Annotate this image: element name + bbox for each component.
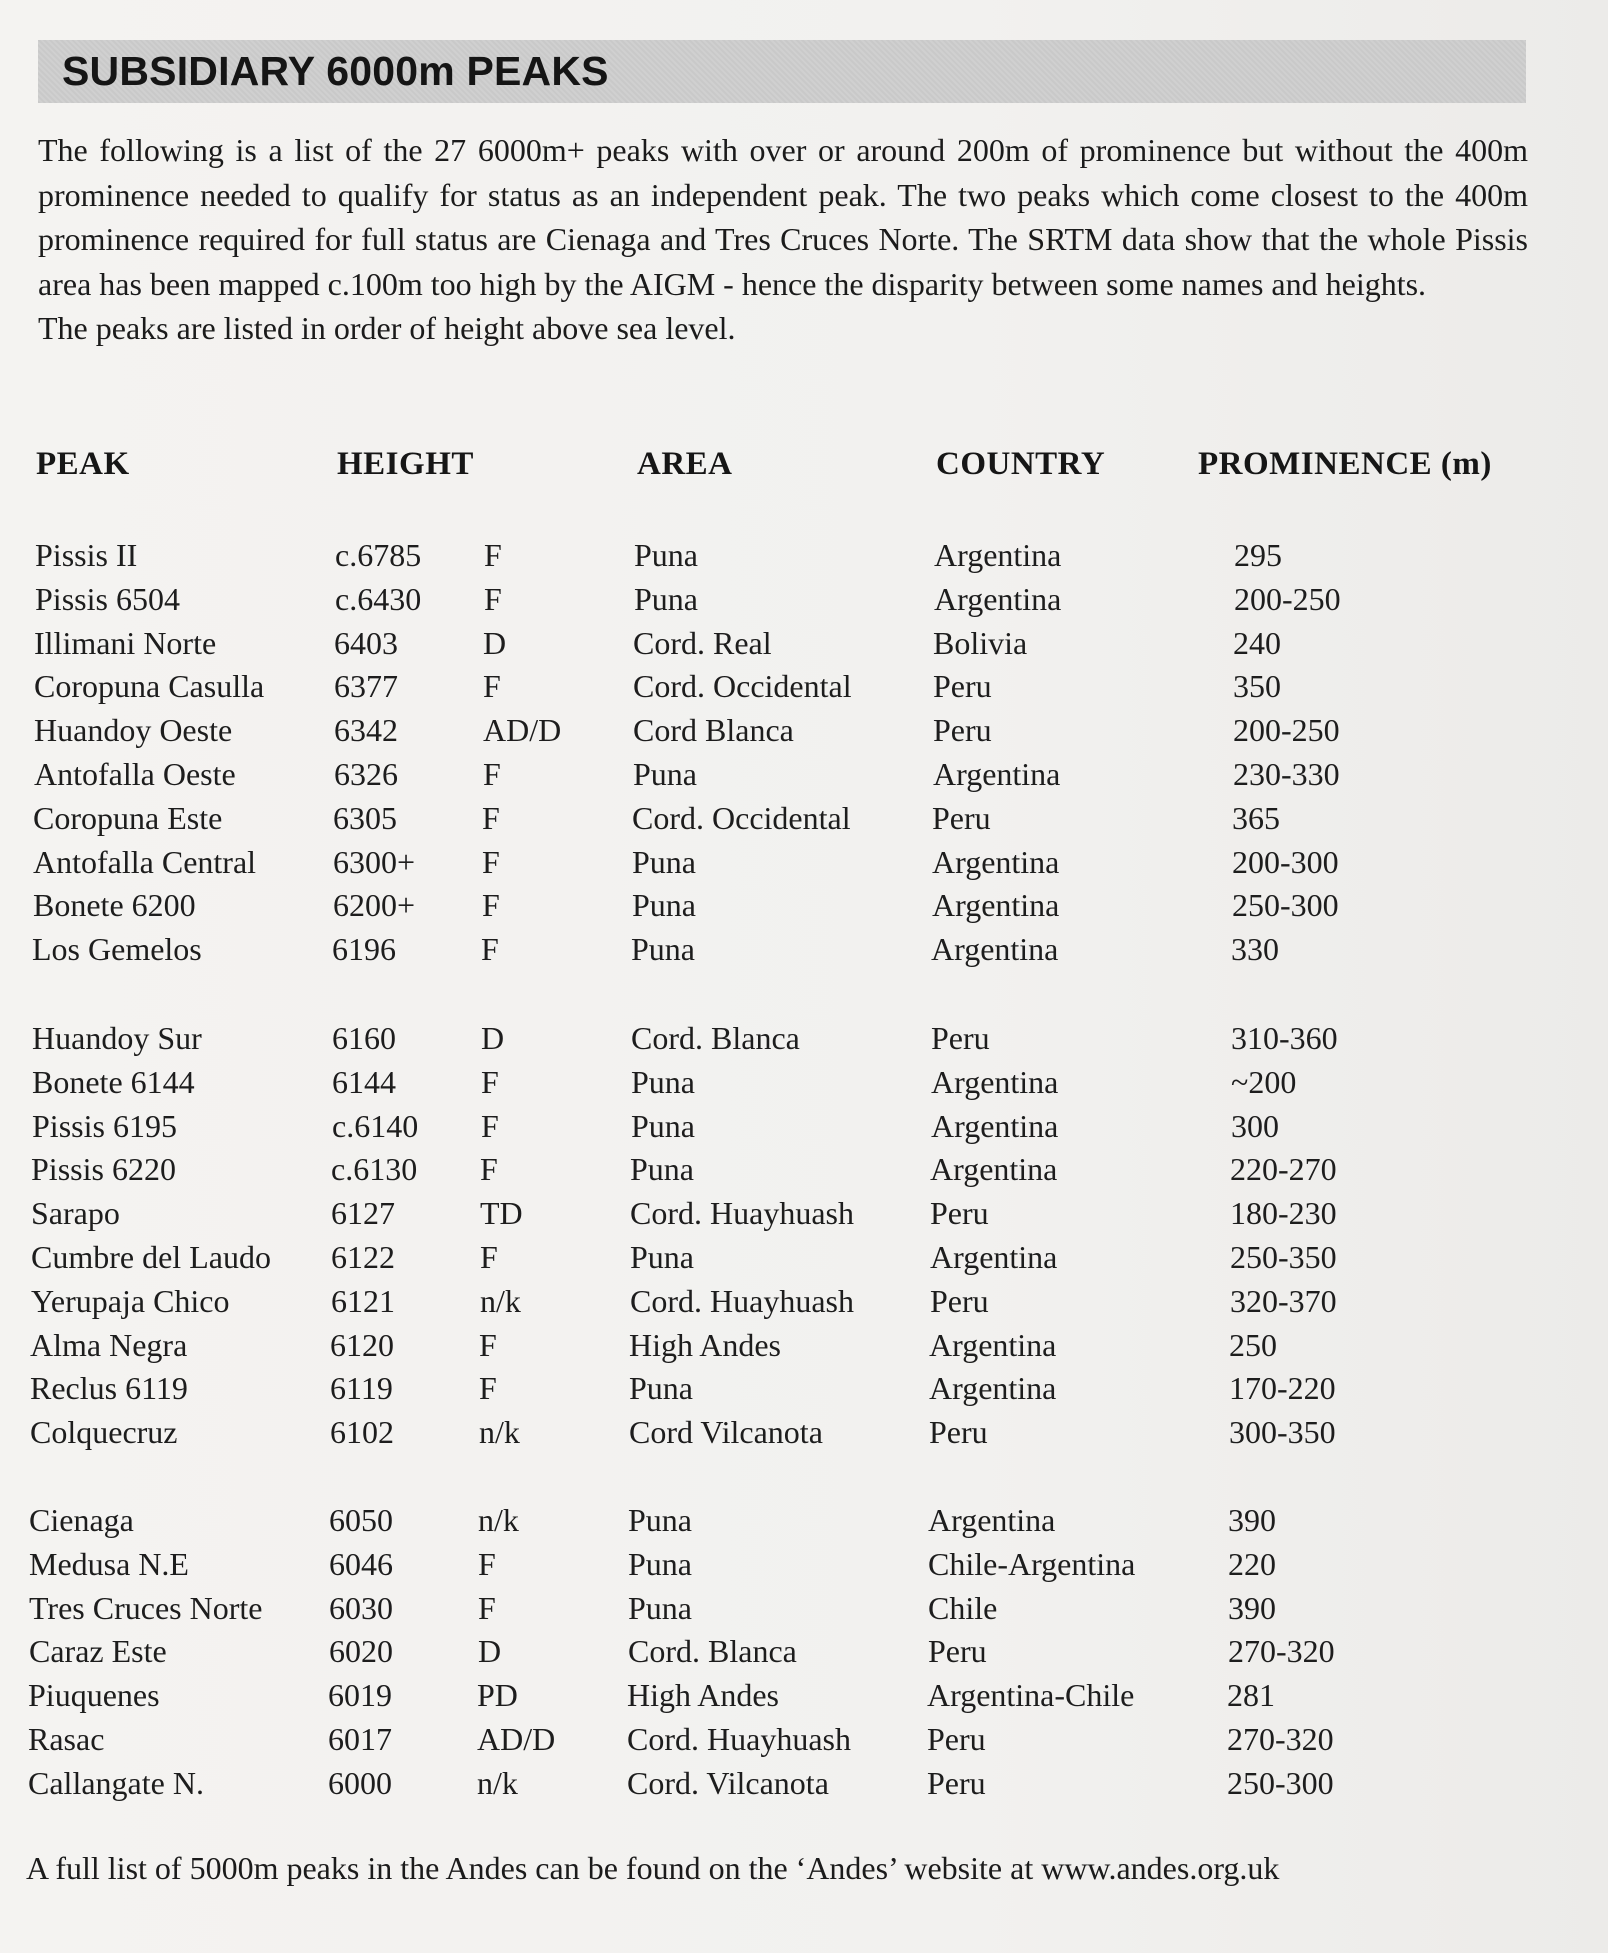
- cell-prominence: 300: [1231, 1107, 1279, 1144]
- cell-grade: F: [481, 1063, 499, 1100]
- cell-peak: Piuquenes: [28, 1677, 160, 1714]
- table-row: [0, 1629, 1608, 1673]
- cell-area: Puna: [632, 843, 696, 880]
- cell-grade: D: [481, 1020, 505, 1056]
- cell-height: c.6130: [331, 1151, 418, 1188]
- cell-grade: n/k: [478, 1502, 519, 1538]
- cell-height: 6300+: [333, 843, 416, 880]
- cell-grade: F: [482, 799, 500, 836]
- cell-country: Argentina: [931, 1107, 1059, 1144]
- cell-area: Puna: [634, 537, 698, 573]
- cell-prominence: 390: [1228, 1502, 1276, 1538]
- cell-height: 6196: [332, 931, 396, 968]
- cell-prominence: 270-320: [1228, 1633, 1335, 1670]
- cell-height: 6102: [330, 1414, 394, 1451]
- cell-height: 6120: [330, 1326, 394, 1363]
- cell-country: Argentina: [931, 1063, 1059, 1100]
- cell-grade: D: [483, 624, 507, 661]
- cell-grade: F: [481, 931, 499, 968]
- page-title: SUBSIDIARY 6000m PEAKS: [62, 48, 609, 94]
- table-row: [0, 752, 1608, 796]
- cell-area: Cord. Occidental: [632, 799, 851, 836]
- cell-prominence: 350: [1233, 668, 1281, 705]
- cell-country: Peru: [930, 1195, 989, 1232]
- cell-area: Puna: [630, 1151, 694, 1188]
- cell-grade: AD/D: [477, 1721, 556, 1757]
- cell-grade: n/k: [479, 1414, 520, 1451]
- cell-grade: TD: [480, 1195, 523, 1232]
- cell-country: Chile: [928, 1589, 998, 1626]
- cell-peak: Bonete 6200: [33, 887, 196, 924]
- table-row: [0, 1366, 1608, 1410]
- cell-prominence: 220-270: [1230, 1151, 1337, 1188]
- cell-area: Puna: [631, 1063, 695, 1100]
- table-row: [0, 708, 1608, 752]
- cell-country: Argentina-Chile: [927, 1677, 1135, 1714]
- cell-country: Peru: [930, 1282, 989, 1319]
- cell-peak: Coropuna Este: [33, 799, 223, 836]
- table-row: [0, 1761, 1608, 1805]
- cell-prominence: 320-370: [1230, 1282, 1337, 1319]
- table-row: [0, 1191, 1608, 1235]
- cell-country: Argentina: [932, 843, 1060, 880]
- cell-area: High Andes: [629, 1326, 781, 1363]
- cell-peak: Caraz Este: [29, 1633, 167, 1670]
- cell-prominence: 220: [1228, 1545, 1276, 1582]
- cell-area: High Andes: [627, 1677, 779, 1714]
- cell-country: Argentina: [929, 1326, 1057, 1363]
- table-row: [0, 883, 1608, 927]
- cell-country: Argentina: [930, 1239, 1058, 1275]
- cell-country: Chile-Argentina: [928, 1545, 1136, 1582]
- cell-area: Cord. Huayhuash: [630, 1195, 854, 1232]
- cell-peak: Tres Cruces Norte: [29, 1589, 263, 1626]
- cell-area: Puna: [631, 931, 695, 968]
- cell-grade: F: [482, 843, 500, 880]
- cell-grade: PD: [477, 1677, 518, 1714]
- cell-country: Peru: [931, 1020, 990, 1056]
- column-header-prominence: PROMINENCE (m): [1198, 446, 1492, 482]
- cell-country: Argentina: [928, 1502, 1056, 1538]
- table-row: [0, 1323, 1608, 1367]
- cell-height: 6046: [329, 1545, 393, 1582]
- cell-prominence: 330: [1231, 931, 1279, 968]
- cell-height: 6119: [330, 1370, 393, 1407]
- cell-area: Puna: [631, 1107, 695, 1144]
- cell-peak: Bonete 6144: [32, 1063, 195, 1100]
- cell-prominence: 230-330: [1233, 756, 1340, 792]
- cell-prominence: ~200: [1231, 1063, 1297, 1100]
- cell-area: Cord. Huayhuash: [627, 1721, 851, 1757]
- cell-prominence: 170-220: [1229, 1370, 1336, 1407]
- cell-grade: n/k: [480, 1282, 521, 1319]
- cell-country: Argentina: [932, 887, 1060, 924]
- cell-country: Peru: [928, 1633, 987, 1670]
- table-row: [0, 533, 1608, 577]
- cell-peak: Cienaga: [29, 1502, 134, 1538]
- cell-area: Puna: [628, 1545, 692, 1582]
- intro-note: The peaks are listed in order of height above sea level.: [38, 310, 736, 346]
- cell-prominence: 200-300: [1232, 843, 1339, 880]
- cell-grade: F: [483, 756, 501, 792]
- cell-grade: F: [484, 537, 502, 573]
- cell-height: 6122: [331, 1239, 395, 1275]
- cell-grade: F: [480, 1239, 498, 1275]
- cell-height: 6050: [329, 1502, 393, 1538]
- cell-area: Cord. Real: [633, 624, 772, 661]
- intro-text: [38, 128, 1528, 351]
- cell-height: 6127: [331, 1195, 395, 1232]
- cell-grade: F: [484, 580, 502, 617]
- table-row: [0, 1542, 1608, 1586]
- cell-country: Bolivia: [933, 624, 1028, 661]
- table-row: [0, 1235, 1608, 1279]
- cell-height: c.6140: [332, 1107, 419, 1144]
- cell-peak: Reclus 6119: [30, 1370, 188, 1407]
- cell-height: 6030: [329, 1589, 393, 1626]
- cell-peak: Rasac: [28, 1721, 105, 1757]
- cell-height: c.6785: [335, 537, 422, 573]
- cell-country: Argentina: [931, 931, 1059, 968]
- cell-prominence: 295: [1234, 537, 1282, 573]
- cell-country: Argentina: [930, 1151, 1058, 1188]
- cell-country: Peru: [933, 712, 992, 749]
- cell-country: Peru: [932, 799, 991, 836]
- table-row: [0, 796, 1608, 840]
- cell-area: Puna: [633, 756, 697, 792]
- cell-height: c.6430: [335, 580, 422, 617]
- cell-grade: F: [482, 887, 500, 924]
- cell-height: 6019: [328, 1677, 392, 1714]
- cell-area: Puna: [630, 1239, 694, 1275]
- cell-grade: AD/D: [483, 712, 562, 749]
- cell-area: Puna: [634, 580, 698, 617]
- table-row: [0, 1147, 1608, 1191]
- table-row: [0, 577, 1608, 621]
- cell-grade: D: [478, 1633, 502, 1670]
- cell-peak: Huandoy Oeste: [34, 712, 233, 749]
- cell-peak: Los Gemelos: [32, 931, 202, 968]
- table-row: [0, 1410, 1608, 1454]
- cell-peak: Pissis 6504: [35, 580, 180, 617]
- cell-peak: Colquecruz: [30, 1414, 178, 1451]
- cell-peak: Antofalla Central: [33, 843, 257, 880]
- cell-area: Cord. Huayhuash: [630, 1282, 854, 1319]
- cell-area: Puna: [628, 1589, 692, 1626]
- cell-height: 6144: [332, 1063, 396, 1100]
- cell-height: 6160: [332, 1020, 396, 1056]
- intro-paragraph: The following is a list of the 27 6000m+ peaks with over or around 200m of prominence but without the 400m prominence needed to qualify for status as an independent peak. The two peaks which come closest to the 400m prominence required for full status are Cienaga and Tres Cruces Norte. The SRTM data show that the whole Pissis area has been mapped c.100m too high by the AIGM - hence the disparity between some names and heights.: [38, 132, 1528, 302]
- cell-peak: Antofalla Oeste: [34, 756, 236, 792]
- cell-height: 6403: [334, 624, 398, 661]
- cell-grade: F: [478, 1589, 496, 1626]
- cell-peak: Medusa N.E: [29, 1545, 189, 1582]
- cell-grade: F: [483, 668, 501, 705]
- cell-area: Cord. Vilcanota: [627, 1764, 829, 1801]
- cell-peak: Alma Negra: [30, 1326, 188, 1363]
- cell-prominence: 200-250: [1234, 580, 1341, 617]
- cell-area: Cord. Blanca: [631, 1020, 800, 1056]
- cell-height: 6000: [328, 1764, 392, 1801]
- cell-area: Cord. Occidental: [633, 668, 852, 705]
- cell-grade: F: [478, 1545, 496, 1582]
- cell-peak: Sarapo: [31, 1195, 120, 1232]
- table-row: [0, 1717, 1608, 1761]
- cell-prominence: 180-230: [1230, 1195, 1337, 1232]
- column-header-area: AREA: [637, 446, 733, 482]
- cell-prominence: 390: [1228, 1589, 1276, 1626]
- table-row: [0, 1586, 1608, 1630]
- cell-height: 6020: [329, 1633, 393, 1670]
- cell-prominence: 250-350: [1230, 1239, 1337, 1275]
- column-header-peak: PEAK: [36, 446, 130, 482]
- cell-height: 6121: [331, 1282, 395, 1319]
- cell-peak: Yerupaja Chico: [31, 1282, 230, 1319]
- table-row: [0, 1279, 1608, 1323]
- cell-country: Peru: [927, 1764, 986, 1801]
- table-row: [0, 927, 1608, 971]
- cell-grade: F: [479, 1326, 497, 1363]
- cell-height: 6377: [334, 668, 398, 705]
- cell-area: Puna: [628, 1502, 692, 1538]
- cell-area: Puna: [629, 1370, 693, 1407]
- cell-height: 6305: [333, 799, 397, 836]
- cell-country: Argentina: [933, 756, 1061, 792]
- table-row: [0, 621, 1608, 665]
- table-row: [0, 1016, 1608, 1060]
- cell-peak: Cumbre del Laudo: [31, 1239, 271, 1275]
- cell-height: 6017: [328, 1721, 392, 1757]
- cell-prominence: 250: [1229, 1326, 1277, 1363]
- column-header-country: COUNTRY: [936, 446, 1106, 482]
- table-row: [0, 1060, 1608, 1104]
- cell-area: Puna: [632, 887, 696, 924]
- column-header-height: HEIGHT: [337, 446, 474, 482]
- cell-grade: F: [480, 1151, 498, 1188]
- cell-peak: Huandoy Sur: [32, 1020, 202, 1056]
- cell-country: Peru: [933, 668, 992, 705]
- cell-prominence: 240: [1233, 624, 1281, 661]
- table-row: [0, 840, 1608, 884]
- cell-prominence: 200-250: [1233, 712, 1340, 749]
- cell-peak: Callangate N.: [28, 1764, 204, 1801]
- cell-country: Argentina: [929, 1370, 1057, 1407]
- cell-peak: Pissis II: [35, 537, 138, 573]
- cell-area: Cord Vilcanota: [629, 1414, 823, 1451]
- cell-height: 6342: [334, 712, 398, 749]
- cell-prominence: 365: [1232, 799, 1280, 836]
- cell-peak: Illimani Norte: [34, 624, 217, 661]
- cell-prominence: 300-350: [1229, 1414, 1336, 1451]
- cell-area: Cord Blanca: [633, 712, 794, 749]
- cell-country: Argentina: [934, 580, 1062, 617]
- footer-note: A full list of 5000m peaks in the Andes can be found on the ‘Andes’ website at www.andes.org.uk: [26, 1850, 1280, 1886]
- cell-area: Cord. Blanca: [628, 1633, 797, 1670]
- cell-grade: n/k: [477, 1764, 518, 1801]
- table-row: [0, 1673, 1608, 1717]
- cell-country: Argentina: [934, 537, 1062, 573]
- cell-country: Peru: [929, 1414, 988, 1451]
- cell-height: 6200+: [333, 887, 416, 924]
- cell-peak: Pissis 6220: [31, 1151, 176, 1188]
- cell-prominence: 310-360: [1231, 1020, 1338, 1056]
- cell-height: 6326: [334, 756, 398, 792]
- cell-prominence: 281: [1227, 1677, 1275, 1714]
- cell-peak: Coropuna Casulla: [34, 668, 265, 705]
- cell-country: Peru: [927, 1721, 986, 1757]
- table-row: [0, 1498, 1608, 1542]
- cell-grade: F: [481, 1107, 499, 1144]
- cell-prominence: 250-300: [1232, 887, 1339, 924]
- cell-prominence: 270-320: [1227, 1721, 1334, 1757]
- cell-grade: F: [479, 1370, 497, 1407]
- table-row: [0, 1104, 1608, 1148]
- table-row: [0, 664, 1608, 708]
- cell-peak: Pissis 6195: [32, 1107, 177, 1144]
- cell-prominence: 250-300: [1227, 1764, 1334, 1801]
